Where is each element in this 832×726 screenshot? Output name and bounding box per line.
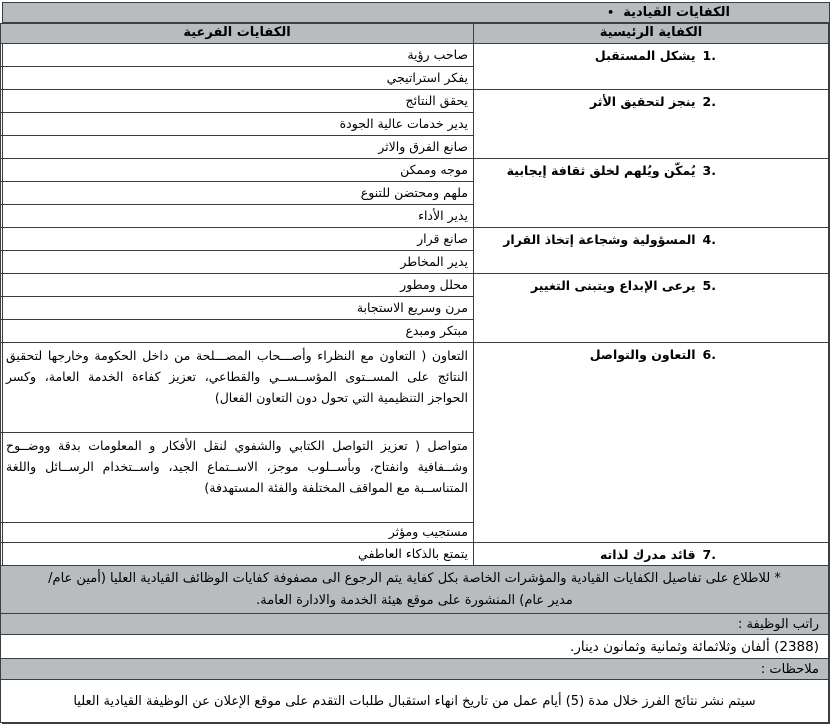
sub-competency-cell: يدير المخاطر	[1, 251, 474, 274]
sub-competency-cell: يحقق النتائج	[1, 90, 474, 113]
sub-competency-cell: يدير خدمات عالية الجودة	[1, 113, 474, 136]
main-competency-label: ينجز لتحقيق الأثر	[590, 94, 696, 109]
main-competency-label: يرعى الإبداع ويتبنى التغيير	[530, 278, 696, 293]
item-number: 2.	[702, 94, 716, 109]
sub-competency-cell: يفكر استراتيجي	[1, 67, 474, 90]
main-competency-cell	[474, 543, 829, 566]
sub-competency-cell: متواصل ( تعزيز التواصل الكتابي والشفوي لنقل الأفكار و المعلومات بدقة ووضــوح وشــفافية وانفتاح، وبأســلوب موجز، الاســتماع الجيد، واســتخدام الرســائل واللغة المتناســبة مع المواقف المختلفة والفئة المستهدفة)	[1, 433, 474, 523]
sub-competency-cell: مستجيب ومؤثر	[1, 523, 474, 543]
main-competency-cell	[474, 343, 829, 543]
main-competency-label: يشكل المستقبل	[594, 48, 696, 63]
main-competency-cell	[474, 228, 829, 274]
bullet-icon: •	[607, 6, 615, 19]
main-competency-cell	[474, 90, 829, 159]
main-competency-label: التعاون والتواصل	[589, 347, 696, 362]
sub-competency-header: الكفايات الفرعية	[1, 24, 474, 44]
table-row	[1, 274, 829, 297]
salary-value-row	[1, 635, 829, 659]
table-row	[1, 543, 829, 566]
main-competency-label: يُمكّن ويُلهم لخلق ثقافة إيجابية	[506, 163, 696, 178]
salary-label: راتب الوظيفة :	[1, 614, 829, 635]
sub-competency-cell: يدير الأداء	[1, 205, 474, 228]
table-row	[1, 90, 829, 113]
main-competency-cell	[474, 274, 829, 343]
table-row	[1, 228, 829, 251]
item-number: 6.	[702, 347, 716, 362]
item-number: 3.	[702, 163, 716, 178]
table-row	[1, 44, 829, 67]
salary-value: (2388) ألفان وثلاثمائة وثمانية وثمانون دينار.	[1, 635, 829, 659]
salary-label-row	[1, 614, 829, 635]
footer-section	[1, 566, 829, 723]
header-row	[1, 24, 829, 44]
sub-competency-cell: صانع الفرق والاثر	[1, 136, 474, 159]
notes-label: ملاحظات :	[1, 659, 829, 680]
competency-note-row	[1, 566, 829, 614]
competencies-body	[1, 44, 829, 566]
sub-competency-cell: صاحب رؤية	[1, 44, 474, 67]
main-competency-header: الكفاية الرئيسية	[474, 24, 829, 44]
notes-value-row	[1, 680, 829, 723]
sub-competency-cell: يتمتع بالذكاء العاطفي	[1, 543, 474, 566]
item-number: 4.	[702, 232, 716, 247]
competencies-table	[0, 23, 829, 723]
competency-note-text: * للاطلاع على تفاصيل الكفايات القيادية والمؤشرات الخاصة بكل كفاية يتم الرجوع الى مصفوفة كفايات الوظائف القيادية العليا (أمين عام/ مدير عام) المنشورة على موقع هيئة الخدمة والادارة العامة.	[1, 566, 829, 614]
notes-label-row	[1, 659, 829, 680]
sub-competency-cell: محلل ومطور	[1, 274, 474, 297]
document-sheet	[2, 2, 830, 724]
main-competency-label: قائد مدرك لذاته	[599, 547, 696, 562]
table-row	[1, 159, 829, 182]
item-number: 1.	[702, 48, 716, 63]
table-row	[1, 343, 829, 433]
main-competency-cell	[474, 44, 829, 90]
sub-competency-cell: التعاون ( التعاون مع النظراء وأصـــحاب المصـــلحة من داخل الحكومة وخارجها لتحقيق النتائج على المســتوى المؤســســي والقطاعي، تعزيز كفاءة الخدمة العامة، وكسر الحواجز التنظيمية التي تحول دون التعاون الفعال)	[1, 343, 474, 433]
main-competency-cell	[474, 159, 829, 228]
sub-competency-cell: موجه وممكن	[1, 159, 474, 182]
sub-competency-cell: صانع قرار	[1, 228, 474, 251]
item-number: 5.	[702, 278, 716, 293]
sub-competency-cell: مرن وسريع الاستجابة	[1, 297, 474, 320]
page-title: الكفايات القيادية	[623, 5, 730, 20]
main-competency-label: المسؤولية وشجاعة إتخاذ القرار	[503, 232, 696, 247]
notes-value: سيتم نشر نتائج الفرز خلال مدة (5) أيام عمل من تاريخ انهاء استقبال طلبات التقدم على موقع الإعلان عن الوظيفة القيادية العليا	[1, 680, 829, 723]
item-number: 7.	[702, 547, 716, 562]
sub-competency-cell: مبتكر ومبدع	[1, 320, 474, 343]
title-bar	[3, 3, 829, 23]
sub-competency-cell: ملهم ومحتضن للتنوع	[1, 182, 474, 205]
